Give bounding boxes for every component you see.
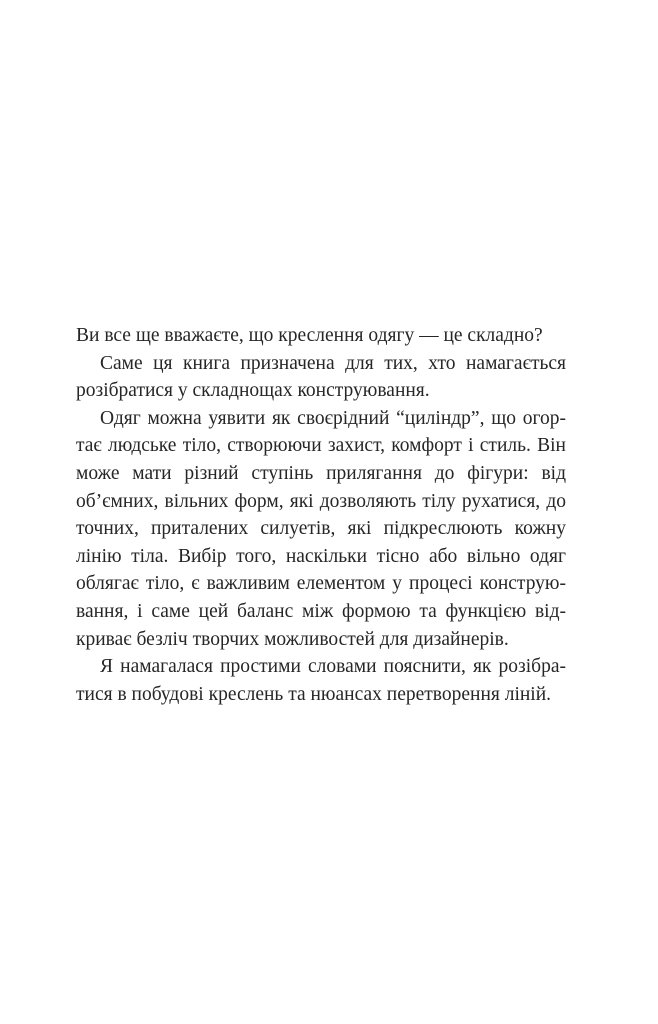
text-line: тися в побудові креслень та нюансах перетворення ліній.: [76, 683, 552, 705]
text-line: Я намагалася простими словами пояснити, як розібра-: [100, 656, 566, 678]
text-line: Ви все ще вважаєте, що креслення одягу — це складно?: [76, 325, 543, 346]
paragraph-3: [76, 405, 566, 653]
text-line: Саме ця книга призначена для тих, хто намагається: [100, 352, 566, 374]
text-line: облягає тіло, є важливим елементом у процесі конструю-: [76, 573, 566, 595]
text-line: лінію тіла. Вибір того, наскільки тісно або вільно одяг: [76, 545, 566, 567]
text-line: розібратися у складнощах конструювання.: [76, 380, 430, 402]
text-line: криває безліч творчих можливостей для дизайнерів.: [76, 628, 509, 650]
paragraph-2: [76, 350, 566, 405]
text-line: об’ємних, вільних форм, які дозволяють тілу рухатися, до: [76, 490, 566, 512]
text-line: може мати різний ступінь прилягання до фігури: від: [76, 462, 566, 484]
body-text: [76, 322, 566, 708]
text-line: вання, і саме цей баланс між формою та функцією від-: [76, 600, 566, 622]
text-line: тає людське тіло, створюючи захист, комфорт і стиль. Він: [76, 435, 566, 457]
paragraph-1: [76, 322, 566, 350]
text-line: точних, приталених силуетів, які підкреслюють кожну: [76, 518, 566, 540]
text-line: Одяг можна уявити як своєрідний “циліндр”, що огор-: [100, 407, 566, 429]
paragraph-4: [76, 653, 566, 708]
